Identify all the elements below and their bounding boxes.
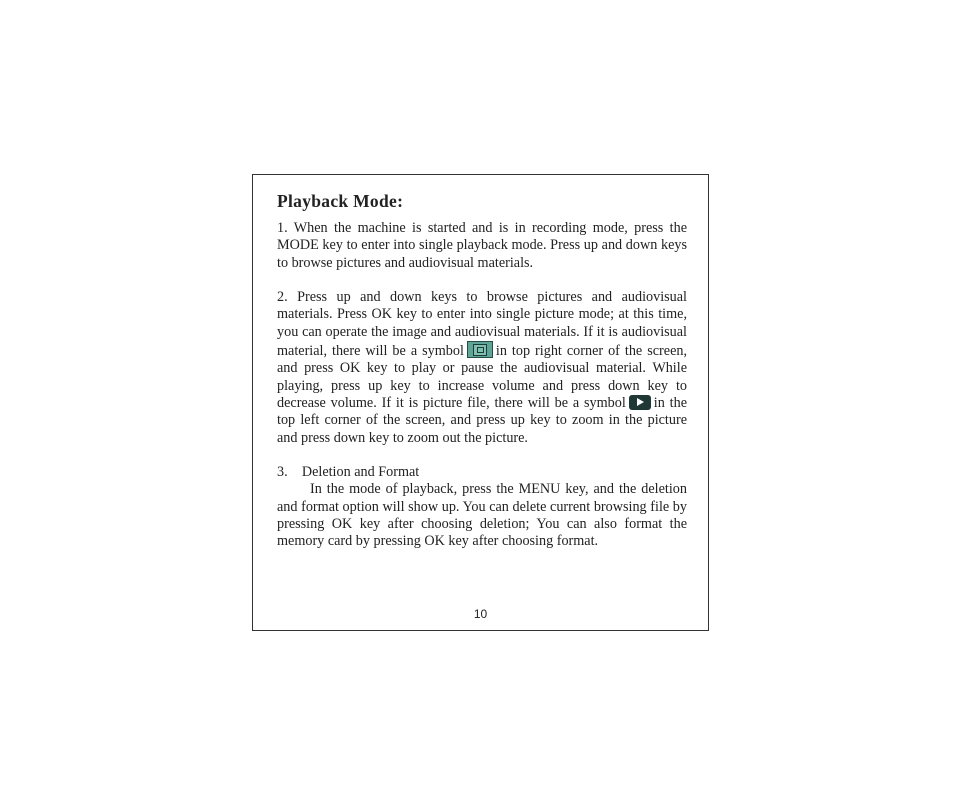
page-number: 10 bbox=[473, 607, 488, 621]
paragraph-spacer bbox=[277, 272, 687, 289]
section-3-heading: 3. Deletion and Format bbox=[277, 464, 420, 481]
section-2-text-part2: in top right corner of the screen, and press OK key to play or pause the audiovisual material. While playing, press up key to increase volume and press down key to decrease volume. If it is picture file, there will be a symbol bbox=[277, 343, 688, 411]
section-1-paragraph: 1. When the machine is started and is in recording mode, press the MODE key to enter into single playback mode. Press up and down keys to browse pictures and audiovisual materials. bbox=[277, 220, 687, 271]
manual-page bbox=[252, 174, 709, 631]
page-content bbox=[277, 189, 687, 551]
video-file-icon bbox=[467, 341, 493, 358]
play-icon bbox=[629, 395, 651, 410]
section-2-text-part3: in the top left corner of the screen, and press up key to zoom in the picture and press down key to zoom out the picture. bbox=[277, 394, 687, 446]
section-2-paragraph bbox=[277, 289, 687, 447]
section-3-paragraph: In the mode of playback, press the MENU key, and the deletion and format option will show up. You can delete current browsing file by pressing OK key after choosing deletion; You can also format the memory card by pressing OK key after choosing format. bbox=[277, 481, 687, 550]
paragraph-spacer bbox=[277, 447, 687, 464]
section-2-text-part1: 2. Press up and down keys to browse pictures and audiovisual materials. Press OK key to enter into single picture mode; at this time, you can operate the image and audiovisual materials. If it is audiovisual material, there will be a symbol bbox=[277, 289, 687, 360]
page-title: Playback Mode: bbox=[277, 191, 404, 211]
